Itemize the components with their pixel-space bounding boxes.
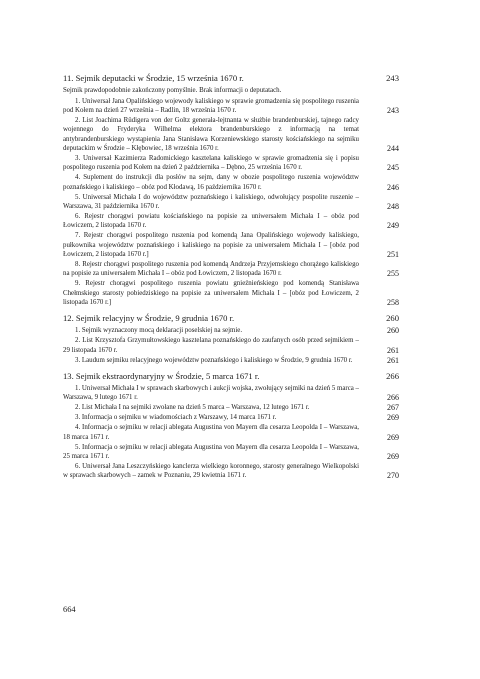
toc-item-page: 246 (387, 182, 399, 192)
toc-item-text: 6. Rejestr chorągwi powiatu kościańskiego na popisie za uniwersałem Michała I – obóz pod Łowiczem, 2 listopada 1670 r. (63, 212, 359, 230)
table-of-contents (63, 72, 399, 486)
toc-item (63, 443, 399, 462)
toc-item-text: 2. List Michała I na sejmiki zwołane na dzień 5 marca – Warszawa, 12 lutego 1671 r. (75, 404, 310, 412)
toc-item-text: 3. Laudum sejmiku relacyjnego województw poznańskiego i kaliskiego w Środzie, 9 grudnia 1670 r. (75, 356, 353, 364)
toc-item (63, 423, 399, 442)
toc-item (63, 173, 399, 192)
toc-item-text: 3. Uniwersał Kazimierza Radomickiego kasztelana kaliskiego w sprawie gromadzenia się i popisu pospolitego ruszenia pod Kołem na dzień 2 października – Dębno, 25 września 1670 r. (63, 154, 359, 172)
toc-item (63, 116, 399, 154)
toc-item-text: 5. Uniwersał Michała I do województw poznańskiego i kaliskiego, odwołujący pospolite ruszenie – Warszawa, 31 października 1670 r. (63, 193, 359, 210)
toc-item-page: 261 (387, 355, 399, 365)
toc-item (63, 260, 399, 279)
toc-item-page: 269 (387, 451, 399, 461)
toc-item-text: 2. List Krzysztofa Grzymułtowskiego kasztelana poznańskiego do zaufanych osób przed sejmikiem – 29 listopada 1670 r. (63, 337, 359, 354)
toc-item-page: 243 (387, 105, 399, 115)
toc-item-text: 7. Rejestr chorągwi pospolitego ruszenia pod komendą Jana Opalińskiego wojewody kaliskiego, pułkownika województw poznańskiego i kaliskiego na popisie za uniwersałem Michała I – [obóz pod Łowiczem, 2 listopada 1670 r.] (63, 232, 359, 258)
toc-item-text: 8. Rejestr chorągwi pospolitego ruszenia pod komendą Andrzeja Przyjemskiego chorążego kaliskiego na popisie za uniwersałem Michała I – obóz pod Łowiczem, 2 listopada 1670 r. (63, 260, 359, 278)
section-note: Sejmik prawdopodobnie zakończony pomyślnie. Brak informacji o deputatach. (63, 87, 282, 94)
toc-item-text: 1. Sejmik wyznaczony mocą deklaracji poselskiej na sejmie. (75, 327, 243, 335)
toc-item (63, 462, 399, 481)
toc-section-12 (63, 312, 399, 365)
toc-item-page: 269 (387, 413, 399, 423)
toc-section-13 (63, 370, 399, 481)
toc-item-text: 5. Informacja o sejmiku w relacji ablegata Augustina von Mayern dla cesarza Leopolda I – Warszawa, 25 marca 1671 r. (63, 443, 359, 460)
toc-item-page: 266 (387, 393, 399, 403)
toc-item-text: 1. Uniwersał Michała I w sprawach skarbowych i aukcji wojska, zwołujący sejmiki na dzień 5 marca – Warszawa, 9 lutego 1671 r. (63, 385, 359, 402)
toc-item (63, 326, 399, 335)
toc-item-page: 244 (387, 144, 399, 154)
toc-item-text: 6. Uniwersał Jana Leszczyńskiego kanclerza wielkiego koronnego, starosty generalnego Wielkopolski w sprawach skarbowych – zamek w Poznaniu, 29 kwietnia 1671 r. (63, 462, 359, 480)
toc-item (63, 154, 399, 173)
toc-item-page: 261 (387, 345, 399, 355)
toc-item-text: 4. Suplement do instrukcji dla posłów na sejm, dany w obozie pospolitego ruszenia województw poznańskiego i kaliskiego – obóz pod Kłodawą, 16 października 1670 r. (63, 174, 359, 191)
page-number: 664 (63, 605, 76, 614)
toc-item (63, 212, 399, 231)
toc-item-text: 4. Informacja o sejmiku w relacji ablegata Augustina von Mayern dla cesarza Leopolda I – Warszawa, 18 marca 1671 r. (63, 424, 359, 441)
toc-item-page: 249 (387, 221, 399, 231)
section-title: 12. Sejmik relacyjny w Środzie, 9 grudnia 1670 r. (63, 313, 235, 324)
toc-item-page: 245 (387, 163, 399, 173)
section-heading (63, 312, 399, 324)
toc-item (63, 403, 399, 412)
section-heading (63, 370, 399, 382)
toc-item (63, 279, 399, 307)
section-heading (63, 72, 399, 84)
section-title: 11. Sejmik deputacki w Środzie, 15 września 1670 r. (63, 73, 244, 83)
toc-item-page: 270 (387, 471, 399, 481)
toc-item (63, 384, 399, 403)
toc-item-text: 2. List Joachima Rüdigera von der Goltz generała-lejtnanta w służbie brandenburskiej, tajnego radcy wojennego do Fryderyka Wilhelma elektora brandenburskiego z informacją na temat antybrandenburskiego wystąpienia Jana Stanisława Korzeniewskiego starosty kościańskiego na sejmiku deputackim w Środzie – Kłębowiec, 18 września 1670 r. (63, 116, 359, 153)
toc-item (63, 97, 399, 116)
toc-item-page: 260 (387, 326, 399, 336)
toc-item (63, 231, 399, 259)
section-title: 13. Sejmik ekstraordynaryjny w Środzie, 5 marca 1671 r. (63, 371, 260, 382)
toc-item (63, 413, 399, 422)
section-page-number: 266 (386, 371, 399, 382)
toc-section-11 (63, 72, 399, 307)
toc-item-text: 3. Informacja o sejmiku w wiadomościach z Warszawy, 14 marca 1671 r. (75, 414, 277, 422)
toc-item-page: 248 (387, 201, 399, 211)
toc-item-page: 267 (387, 403, 399, 413)
toc-item-page: 251 (387, 250, 399, 259)
toc-item-text: 9. Rejestr chorągwi pospolitego ruszenia powiatu gnieźnieńskiego pod komendą Stanisława Chełmskiego starosty pobiedziskiego na popisie za uniwersałem Michała I – [obóz pod Łowiczem, 2 listopada 1670 r.] (63, 280, 359, 307)
toc-item-page: 255 (387, 269, 399, 279)
toc-item (63, 356, 399, 365)
toc-item-page: 258 (387, 298, 399, 308)
section-page-number: 243 (386, 73, 399, 83)
toc-item-text: 1. Uniwersał Jana Opalińskiego wojewody kaliskiego w sprawie gromadzenia się pospolitego ruszenia pod Kołem na dzień 27 września – Radlin, 18 września 1670 r. (63, 97, 359, 114)
section-page-number: 260 (386, 313, 399, 324)
toc-item (63, 336, 399, 355)
toc-item (63, 193, 399, 212)
toc-item-page: 269 (387, 432, 399, 442)
